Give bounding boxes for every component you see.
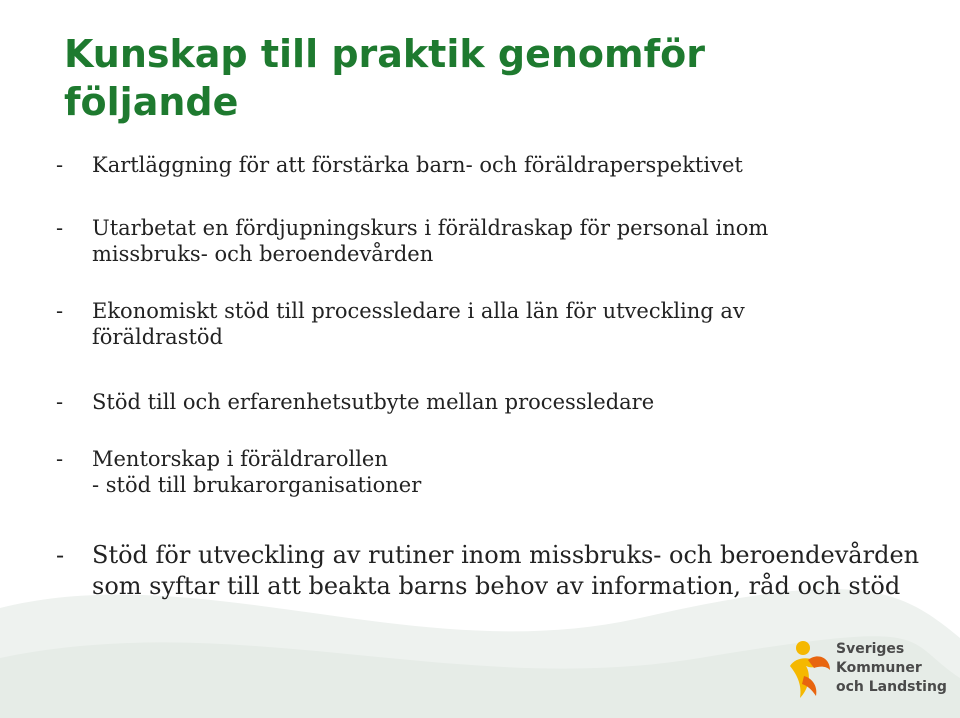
bullet-line: Kartläggning för att förstärka barn- och föräldraperspektivet (92, 153, 743, 177)
skl-emblem-icon (786, 636, 834, 702)
bullet-marker: - (56, 216, 64, 240)
bullet-text (92, 298, 932, 350)
bullet-text (92, 152, 932, 178)
bullet-text (92, 540, 932, 602)
bullet-text (92, 389, 932, 415)
bullet-line: Utarbetat en fördjupningskurs i föräldraskap för personal inom (92, 216, 769, 240)
bullet-text (92, 215, 932, 267)
bullet-line: Stöd till och erfarenhetsutbyte mellan processledare (92, 390, 655, 414)
bullet-line: som syftar till att beakta barns behov av information, råd och stöd (92, 572, 901, 600)
bullet-line: Ekonomiskt stöd till processledare i alla län för utveckling av (92, 299, 745, 323)
logo-wordmark (836, 640, 947, 697)
title-line: Kunskap till praktik genomför (64, 32, 705, 76)
bullet-line: Mentorskap i föräldrarollen (92, 447, 388, 471)
bullet-marker: - (56, 299, 64, 323)
bullet-marker: - (56, 390, 64, 414)
bullet-marker: - (56, 541, 65, 569)
bullet-line: missbruks- och beroendevården (92, 242, 434, 266)
logo-line: Kommuner (836, 660, 922, 676)
bullet-line: föräldrastöd (92, 325, 223, 349)
bullet-line: - stöd till brukarorganisationer (92, 473, 422, 497)
bullet-marker: - (56, 153, 64, 177)
bullet-text (92, 446, 932, 498)
title-line: följande (64, 80, 239, 124)
bullet-marker: - (56, 447, 64, 471)
bullet-line: Stöd för utveckling av rutiner inom missbruks- och beroendevården (92, 541, 920, 569)
skl-logo (786, 636, 946, 702)
logo-line: och Landsting (836, 679, 947, 695)
logo-line: Sveriges (836, 641, 905, 657)
